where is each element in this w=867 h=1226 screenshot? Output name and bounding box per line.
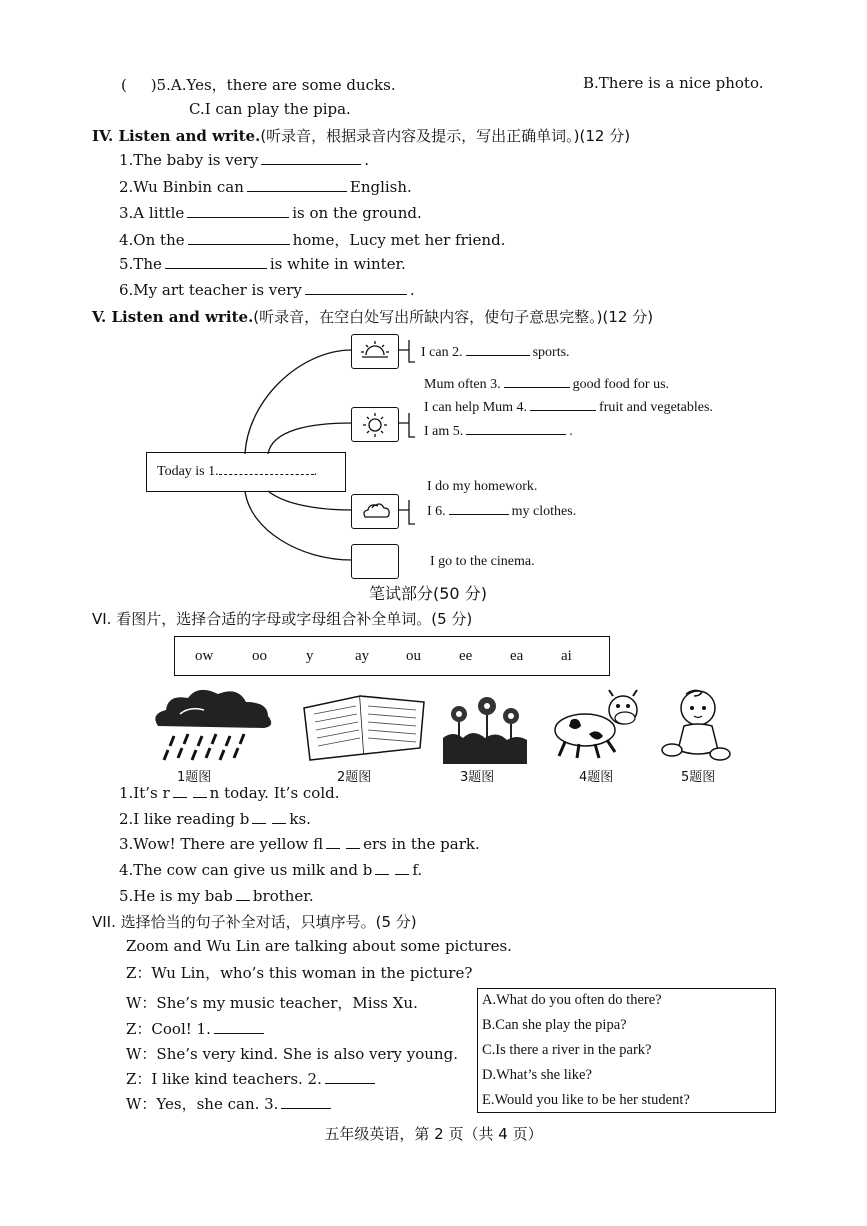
dialogue-line-1: Z：Wu Lin，who’s this woman in the picture?: [126, 964, 473, 982]
s4-item-6[interactable]: 6.My art teacher is very .: [119, 281, 415, 299]
page-footer: 五年级英语，第 2 页（共 4 页）: [324, 1125, 543, 1143]
section-4-title: IV. Listen and write.(听录音，根据录音内容及提示，写出正确单词。)(12 分): [92, 127, 631, 145]
dialogue-line-6[interactable]: W：Yes，she can. 3.: [126, 1093, 334, 1114]
sun-icon-box: [351, 407, 399, 442]
dialogue-intro: Zoom and Wu Lin are talking about some pictures.: [126, 937, 512, 955]
option-b: B.There is a nice photo.: [583, 74, 764, 92]
cow-picture: [545, 686, 645, 764]
section-5-title: V. Listen and write.(听录音，在空白处写出所缺内容，使句子意思完整。)(12 分): [92, 308, 654, 326]
sunrise-icon-box: [351, 334, 399, 369]
caption-5: 5题图: [681, 770, 716, 785]
mind-line-3[interactable]: I can help Mum 4. fruit and vegetables.: [424, 400, 713, 415]
letter-option: ou: [406, 648, 421, 664]
caption-4: 4题图: [579, 770, 614, 785]
flowers-picture: [443, 688, 527, 764]
s4-item-5[interactable]: 5.The is white in winter.: [119, 255, 406, 273]
dialogue-line-5[interactable]: Z：I like kind teachers. 2.: [126, 1068, 378, 1089]
sunrise-icon: [352, 335, 398, 368]
s4-item-2[interactable]: 2.Wu Binbin can English.: [119, 178, 412, 196]
cloud-sun-icon: [352, 495, 398, 528]
s4-item-1[interactable]: 1.The baby is very .: [119, 151, 370, 169]
letter-option: ai: [561, 648, 572, 664]
letter-option: ee: [459, 648, 473, 664]
s6-item-1[interactable]: 1.It’s r n today. It’s cold.: [119, 784, 340, 802]
s6-item-5[interactable]: 5.He is my bab brother.: [119, 887, 314, 905]
book-picture: [300, 688, 428, 764]
moon-icon-box: [351, 544, 399, 579]
s6-item-4[interactable]: 4.The cow can give us milk and b f.: [119, 861, 423, 879]
cloud-icon-box: [351, 494, 399, 529]
letter-option: y: [306, 648, 314, 664]
dialogue-line-4: W：She’s very kind. She is also very young.: [126, 1045, 458, 1063]
moon-icon: [352, 545, 398, 578]
written-part-title: 笔试部分(50 分): [369, 584, 487, 603]
caption-3: 3题图: [460, 770, 495, 785]
letter-option: ay: [355, 648, 370, 664]
letter-option: oo: [252, 648, 267, 664]
option-b: B.Can she play the pipa?: [482, 1017, 627, 1033]
letter-options-box: [174, 636, 610, 676]
answer-paren: ( )5.A.Yes，there are some ducks.: [121, 76, 396, 94]
caption-2: 2题图: [337, 770, 372, 785]
section-6-title: VI. 看图片，选择合适的字母或字母组合补全单词。(5 分): [92, 610, 473, 628]
rain-picture: [150, 688, 280, 764]
option-d: D.What’s she like?: [482, 1067, 592, 1083]
dialogue-line-3[interactable]: Z：Cool! 1.: [126, 1018, 267, 1039]
section-7-title: VII. 选择恰当的句子补全对话，只填序号。(5 分): [92, 913, 417, 931]
s6-item-3[interactable]: 3.Wow! There are yellow fl ers in the park.: [119, 835, 480, 853]
mind-line-2[interactable]: Mum often 3. good food for us.: [424, 377, 670, 392]
mind-line-4[interactable]: I am 5. .: [424, 424, 573, 439]
s4-item-4[interactable]: 4.On the home，Lucy met her friend.: [119, 231, 506, 249]
s4-item-3[interactable]: 3.A little is on the ground.: [119, 204, 422, 222]
option-c: C.Is there a river in the park?: [482, 1042, 652, 1058]
caption-1: 1题图: [177, 770, 212, 785]
letter-option: ow: [195, 648, 214, 664]
mind-line-7: I go to the cinema.: [430, 554, 535, 569]
mind-line-5: I do my homework.: [427, 479, 538, 494]
option-a: A.What do you often do there?: [482, 992, 662, 1008]
s6-item-2[interactable]: 2.I like reading b ks.: [119, 810, 311, 828]
mind-line-6[interactable]: I 6. my clothes.: [427, 504, 577, 519]
option-a: A.Yes，there are some ducks.: [170, 76, 396, 94]
dialogue-line-2: W：She’s my music teacher，Miss Xu.: [126, 994, 418, 1012]
sun-icon: [352, 408, 398, 441]
options-box: [477, 988, 776, 1113]
option-c: C.I can play the pipa.: [189, 100, 351, 118]
baby-picture: [658, 686, 734, 764]
letter-option: ea: [510, 648, 524, 664]
today-box: Today is 1. .: [146, 452, 346, 492]
mind-line-1[interactable]: I can 2. sports.: [421, 345, 570, 360]
option-e: E.Would you like to be her student?: [482, 1092, 690, 1108]
